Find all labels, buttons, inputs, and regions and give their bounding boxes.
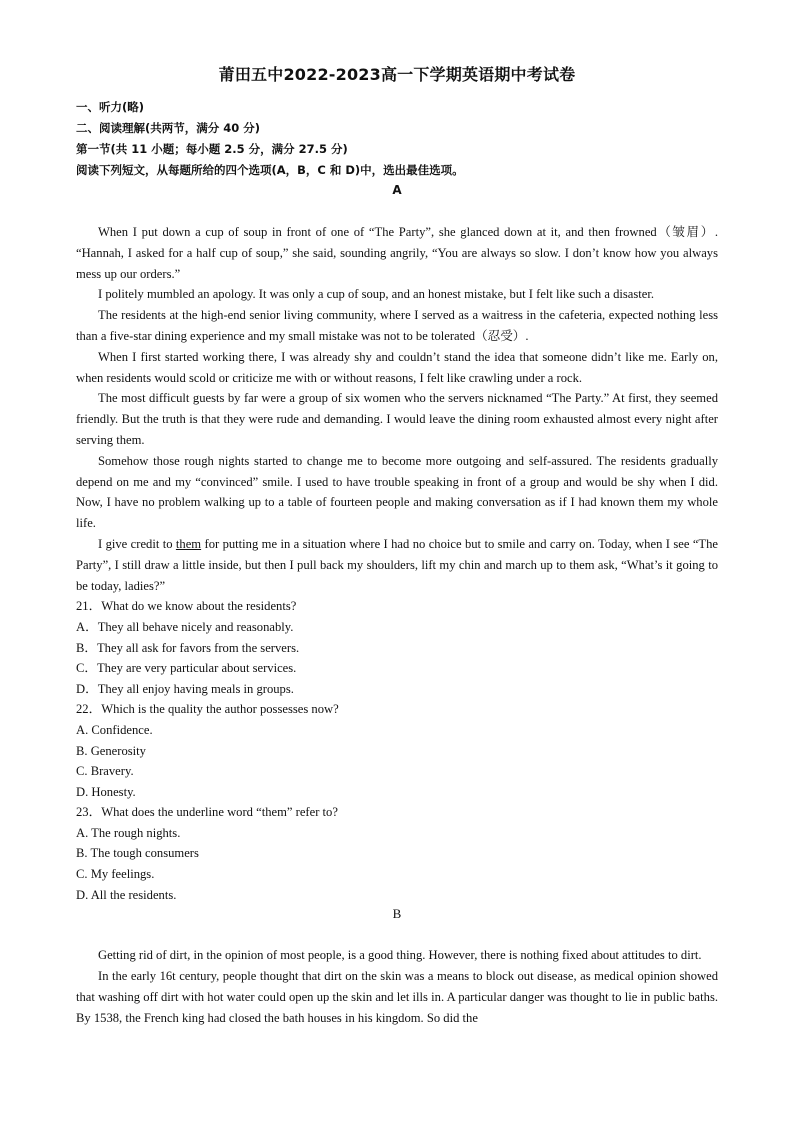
question-option: A. Confidence.: [76, 722, 153, 737]
question-option: B. The tough consumers: [76, 846, 199, 861]
question-stem: 22．Which is the quality the author possesses now?: [76, 702, 339, 717]
question-option: B. Generosity: [76, 743, 146, 758]
section-reading: 二、阅读理解(共两节，满分 40 分): [76, 121, 261, 135]
question-stem: 21．What do we know about the residents?: [76, 599, 297, 614]
part-one-heading: 第一节(共 11 小题；每小题 2.5 分，满分 27.5 分): [76, 142, 348, 156]
question-option: C. My feelings.: [76, 867, 155, 882]
question-option: D．They all enjoy having meals in groups.: [76, 681, 294, 696]
instructions: 阅读下列短文，从每题所给的四个选项(A，B，C 和 D)中，选出最佳选项。: [76, 163, 464, 177]
passage-a-paragraph: I politely mumbled an apology. It was only a cup of soup, and an honest mistake, but I felt like such a disaster.: [98, 287, 654, 302]
passage-b-label: B: [392, 906, 402, 922]
passage-a-last-paragraph: [76, 534, 718, 596]
passage-a-label: A: [392, 183, 402, 197]
exam-page: [76, 62, 718, 1028]
question-option: B．They all ask for favors from the servers.: [76, 640, 300, 655]
passage-b-paragraph: Getting rid of dirt, in the opinion of most people, is a good thing. However, there is nothing fixed about attitudes to dirt.: [98, 948, 702, 963]
passage-b-paragraph: In the early 16t century, people thought that dirt on the skin was a means to block out disease, as medical opinion showed that washing off dirt with hot water could open up the skin and let ills in. A particular danger was thought to lie in public baths. By 1538, the French king had closed the bath houses in his kingdom. So did the: [76, 969, 718, 1025]
exam-title: 莆田五中2022-2023高一下学期英语期中考试卷: [218, 65, 576, 84]
passage-a-paragraph: When I first started working there, I was already shy and couldn’t stand the idea that someone didn’t like me. Early on, when residents would scold or criticize me with or without reasons, I felt like crawling under a rock.: [76, 349, 718, 385]
question-option: C．They are very particular about services.: [76, 661, 297, 676]
question-option: A. The rough nights.: [76, 825, 181, 840]
question-option: A．They all behave nicely and reasonably.: [76, 619, 294, 634]
last-paragraph-rest: for putting me in a situation where I had no choice but to smile and carry on. Today, when I see “The Party”, I still draw a little inside, but then I pull back my shoulders, lift my chin and march up to them ask, “What’s it going to be today, ladies?”: [76, 536, 718, 593]
question-option: D. Honesty.: [76, 784, 136, 799]
passage-a-paragraph: The residents at the high-end senior living community, where I served as a waitress in the cafeteria, expected nothing less than a five-star dining experience and my small mistake was not to be tolerated（忍受）.: [76, 308, 718, 343]
last-paragraph-start: I give credit to: [98, 536, 176, 551]
passage-a-paragraph: When I put down a cup of soup in front of one of “The Party”, she glanced down at it, and then frowned（皱眉）. “Hannah, I asked for a half cup of soup,” she said, sounding angrily, “You are always so slow. I don’t know how you always mess up our orders.”: [76, 225, 718, 281]
passage-a-paragraph: The most difficult guests by far were a group of six women who the servers nicknamed “The Party.” At first, they seemed friendly. But the truth is that they were rude and demanding. I would leave the dining room exhausted almost every night after serving them.: [76, 391, 718, 447]
question-stem: 23．What does the underline word “them” refer to?: [76, 805, 338, 820]
passage-a-paragraph: Somehow those rough nights started to change me to become more outgoing and self-assured. The residents gradually depend on me and my “convinced” smile. I used to have trouble speaking in front of a group and would be shy when I did. Now, I have no problem walking up to a table of fourteen people and making conversation as if I had known them my whole life.: [76, 453, 718, 531]
underlined-word: them: [175, 536, 202, 551]
question-option: D. All the residents.: [76, 887, 177, 902]
section-listening: 一、听力(略): [76, 100, 145, 114]
question-option: C. Bravery.: [76, 764, 134, 779]
